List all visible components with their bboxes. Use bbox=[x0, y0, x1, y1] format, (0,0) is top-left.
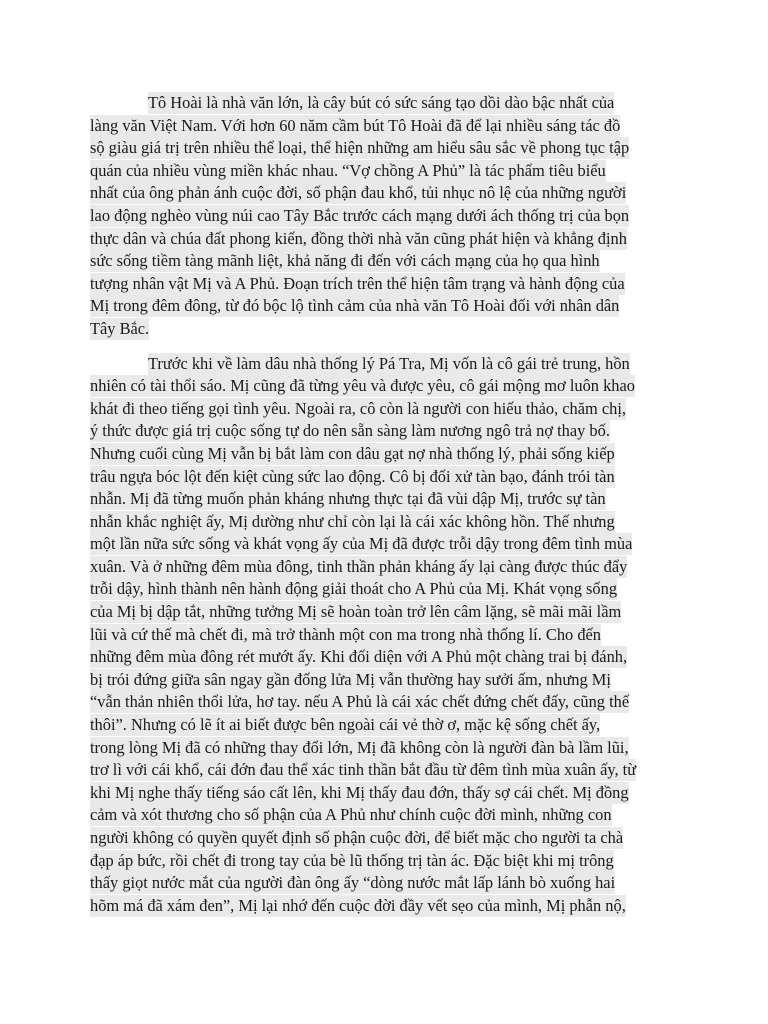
text-line bbox=[90, 318, 678, 341]
text-line bbox=[90, 691, 678, 714]
text-line bbox=[90, 782, 678, 805]
text-line-content: nhẫn. Mị đã từng muốn phản kháng nhưng thực tại đã vùi dập Mị, trước sự tàn bbox=[90, 489, 606, 509]
text-line bbox=[90, 92, 678, 115]
text-line bbox=[90, 205, 678, 228]
text-line bbox=[90, 759, 678, 782]
text-line-content: nhẫn khắc nghiệt ấy, Mị dường như chỉ còn lại là cái xác không hồn. Thế nhưng bbox=[90, 511, 615, 531]
text-line-content: lao động nghèo vùng núi cao Tây Bắc trước cách mạng dưới ách thống trị của bọn bbox=[90, 205, 630, 225]
text-line bbox=[90, 850, 678, 873]
text-line bbox=[90, 182, 678, 205]
text-line-content: khát đi theo tiếng gọi tình yêu. Ngoài ra, cô còn là người con hiếu thảo, chăm chị, bbox=[90, 398, 626, 418]
text-line bbox=[90, 533, 678, 556]
text-line-content: Trước khi về làm dâu nhà thống lý Pá Tra, Mị vốn là cô gái trẻ trung, hồn bbox=[148, 353, 630, 373]
text-line-content: “vẫn thản nhiên thổi lửa, hơ tay. nếu A Phủ là cái xác chết đứng chết đấy, cũng thế bbox=[90, 692, 630, 712]
text-line bbox=[90, 624, 678, 647]
text-line-content: thấy giọt nước mắt của người đàn ông ấy “dòng nước mắt lấp lánh bò xuống hai bbox=[90, 873, 616, 893]
paragraph-2 bbox=[90, 353, 678, 918]
text-line bbox=[90, 895, 678, 918]
text-line bbox=[90, 137, 678, 160]
text-line-content: của Mị bị dập tắt, những tưởng Mị sẽ hoàn toàn trở lên câm lặng, sẽ mãi mãi lầm bbox=[90, 602, 622, 622]
text-line-content: trâu ngựa bóc lột đến kiệt cùng sức lao động. Cô bị đối xử tàn bạo, đánh trói tàn bbox=[90, 466, 615, 486]
text-line-content: làng văn Việt Nam. Với hơn 60 năm cầm bút Tô Hoài đã để lại nhiều sáng tác đồ bbox=[90, 115, 621, 135]
text-line-content: một lần nữa sức sống và khát vọng ấy của Mị đã được trỗi dậy trong đêm tình mùa bbox=[90, 534, 633, 554]
text-line bbox=[90, 398, 678, 421]
text-line bbox=[90, 872, 678, 895]
text-line bbox=[90, 115, 678, 138]
text-line bbox=[90, 714, 678, 737]
text-line-content: nhất của ông phản ánh cuộc đời, số phận đau khổ, tủi nhục nô lệ của những người bbox=[90, 183, 627, 203]
paragraph-1 bbox=[90, 92, 678, 341]
text-line bbox=[90, 488, 678, 511]
text-line bbox=[90, 601, 678, 624]
text-line-content: ý thức được giá trị cuộc sống tự do nên sẵn sàng làm nương ngô trả nợ thay bố. bbox=[90, 421, 610, 441]
text-line-content: Tây Bắc. bbox=[90, 318, 150, 338]
text-line bbox=[90, 273, 678, 296]
text-line-content: trơ lì với cái khổ, cái đớn đau thể xác tinh thần bắt đầu từ đêm tình mùa xuân ấy, từ bbox=[90, 760, 637, 780]
text-line bbox=[90, 228, 678, 251]
text-line bbox=[90, 737, 678, 760]
text-line bbox=[90, 556, 678, 579]
text-line-content: lũi và cứ thế mà chết đi, mà trở thành một con ma trong nhà thống lí. Cho đến bbox=[90, 624, 601, 644]
text-line-content: thôi”. Nhưng có lẽ ít ai biết được bên ngoài cái vẻ thờ ơ, mặc kệ sống chết ấy, bbox=[90, 715, 601, 735]
text-line bbox=[90, 443, 678, 466]
text-line bbox=[90, 353, 678, 376]
text-line bbox=[90, 511, 678, 534]
text-line-content: người không có quyền quyết định số phận cuộc đời, để biết mặc cho người ta chà bbox=[90, 828, 624, 847]
text-line-content: thực dân và chúa đất phong kiến, đồng thời nhà văn cũng phát hiện và khẳng định bbox=[90, 228, 627, 248]
text-line-content: cảm và xót thương cho số phận của A Phủ như chính cuộc đời mình, những con bbox=[90, 805, 612, 825]
text-line bbox=[90, 646, 678, 669]
text-line bbox=[90, 375, 678, 398]
text-line-content: quán của nhiều vùng miền khác nhau. “Vợ chồng A Phủ” là tác phẩm tiêu biểu bbox=[90, 160, 606, 180]
text-line-content: trong lòng Mị đã có những thay đổi lớn, Mị đã không còn là người đàn bà lầm lũi, bbox=[90, 737, 629, 757]
text-line bbox=[90, 420, 678, 443]
text-line bbox=[90, 827, 678, 850]
text-line-content: tượng nhân vật Mị và A Phủ. Đoạn trích trên thể hiện tâm trạng và hành động của bbox=[90, 273, 625, 293]
text-line bbox=[90, 669, 678, 692]
document-body bbox=[90, 92, 678, 929]
text-line-content: Mị trong đêm đông, từ đó bộc lộ tình cảm của nhà văn Tô Hoài đối với nhân dân bbox=[90, 296, 620, 316]
text-line-content: hõm má đã xám đen”, Mị lại nhớ đến cuộc đời đầy vết sẹo của mình, Mị phẫn nộ, bbox=[90, 895, 626, 915]
text-line-content: sức sống tiềm tàng mãnh liệt, khả năng đi đến với cách mạng của họ qua hình bbox=[90, 251, 600, 271]
text-line bbox=[90, 160, 678, 183]
text-line bbox=[90, 250, 678, 273]
text-line-content: Nhưng cuối cùng Mị vẫn bị bắt làm con dâu gạt nợ nhà thống lý, phải sống kiếp bbox=[90, 443, 615, 463]
text-line bbox=[90, 295, 678, 318]
text-line-content: Tô Hoài là nhà văn lớn, là cây bút có sức sáng tạo dồi dào bậc nhất của bbox=[148, 93, 615, 112]
text-line bbox=[90, 466, 678, 489]
text-line-content: sộ giàu giá trị trên nhiều thể loại, thể hiện những am hiểu sâu sắc về phong tục tập bbox=[90, 138, 630, 158]
text-line bbox=[90, 804, 678, 827]
text-line-content: những đêm mùa đông rét mướt ấy. Khi đối diện với A Phủ một chàng trai bị đánh, bbox=[90, 647, 628, 667]
text-line-content: xuân. Và ở những đêm mùa đông, tinh thần phản kháng ấy lại càng được thúc đẩy bbox=[90, 556, 628, 576]
text-line-content: đạp áp bức, rồi chết đi trong tay của bè lũ thống trị tàn ác. Đặc biệt khi mị trông bbox=[90, 850, 614, 870]
text-line-content: bị trói đứng giữa sân ngay gần đống lửa Mị vẫn thường hay sưởi ấm, nhưng Mị bbox=[90, 669, 611, 689]
text-line-content: nhiên có tài thổi sáo. Mị cũng đã từng yêu và được yêu, cô gái mộng mơ luôn khao bbox=[90, 376, 635, 396]
text-line-content: trỗi dậy, hình thành nên hành động giải thoát cho A Phủ của Mị. Khát vọng sống bbox=[90, 579, 618, 599]
text-line bbox=[90, 578, 678, 601]
text-line-content: khi Mị nghe thấy tiếng sáo cất lên, khi Mị thấy đau đớn, thấy sợ cái chết. Mị đồng bbox=[90, 782, 629, 802]
